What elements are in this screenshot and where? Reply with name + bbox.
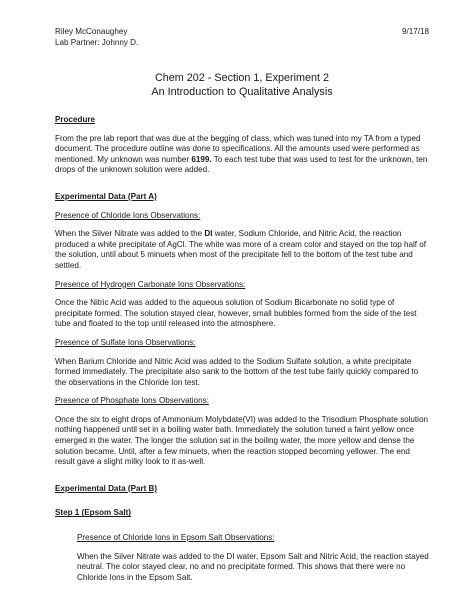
procedure-text-after: To each test tube that was used to test for the unknown, ten drops of the unknown solution were added.	[55, 154, 428, 175]
part-b-section	[55, 484, 429, 584]
author-name: Riley McConaughey	[55, 27, 128, 36]
lab-partner: Lab Partner: Johnny D.	[55, 37, 139, 47]
step-1-heading: Step 1 (Epsom Salt)	[55, 508, 132, 518]
chloride-subheading: Presence of Chloride Ions Observations:	[55, 210, 201, 220]
part-a-heading: Experimental Data (Part A)	[55, 191, 157, 201]
title-line-2: An Introduction to Qualitative Analysis	[151, 85, 333, 98]
part-b-heading: Experimental Data (Part B)	[55, 483, 158, 493]
report-title	[55, 72, 429, 99]
step-1-body	[77, 533, 429, 583]
chloride-paragraph	[55, 229, 429, 271]
chloride-di: DI	[204, 229, 213, 239]
epsom-chloride-subheading: Presence of Chloride Ions in Epsom Salt Observations:	[77, 533, 275, 543]
chloride-text-1: When the Silver Nitrate was added to the	[55, 229, 205, 239]
part-a-section	[55, 192, 429, 468]
report-date: 9/17/18	[401, 27, 429, 36]
sulfate-paragraph: When Barium Chloride and Nitric Acid was added to the Sodium Sulfate solution, a white precipitate formed immediately. The precipitate also sank to the bottom of the test tube fairly quickly compared to the observations in the Chloride Ion test.	[55, 356, 419, 387]
title-line-1: Chem 202 - Section 1, Experiment 2	[154, 72, 330, 85]
epsom-chloride-paragraph: When the Silver Nitrate was added to the DI water, Epsom Salt and Nitric Acid, the reaction stayed neutral. The color stayed clear, no and no precipitate formed. This shows that there were no Chloride Ions in the Epsom Salt.	[77, 551, 429, 582]
phosphate-paragraph: Once the six to eight drops of Ammonium Molybdate(VI) was added to the Trisodium Phosphate solution nothing happened until set in a boiling water bath. Immediately the solution tuned a faint yellow once emerged in the water. The longer the solution sat in the boiling water, the more yellow and dense the solution became. Until, after a few minuets, when the reaction stopped becoming yellower. The end result gave a slight milky look to it as-well.	[55, 414, 428, 467]
procedure-paragraph	[55, 134, 429, 176]
unknown-number: 6199.	[191, 154, 212, 164]
procedure-heading: Procedure	[55, 115, 96, 124]
carbonate-paragraph: Once the Nitric Acid was added to the aqueous solution of Sodium Bicarbonate no solid type of precipitate formed. The solution stayed clear, however, small bubbles formed from the side of the test tube and floated to the top until released into the atmosphere.	[55, 298, 417, 329]
chloride-text-2: water, Sodium Chloride, and Nitric Acid, the reaction produced a white precipitate of AgCl. The white was more of a cream color and stayed on the top half of the solution, until about 5 minuets when most of the precipitate fell to the bottom of the test tube and settled.	[55, 229, 427, 270]
carbonate-subheading: Presence of Hydrogen Carbonate Ions Observations:	[55, 279, 246, 289]
phosphate-subheading: Presence of Phosphate Ions Observations:	[55, 396, 209, 406]
procedure-text-before: From the pre lab report that was due at the begging of class, which was tuned into my TA from a typed document. The procedure outline was done to specifications. All the amounts used were performed as mentioned. My unknown was number	[55, 133, 421, 164]
document-page	[55, 27, 429, 583]
header-row	[55, 27, 429, 38]
procedure-section	[55, 115, 429, 176]
sulfate-subheading: Presence of Sulfate Ions Observations:	[55, 337, 196, 347]
